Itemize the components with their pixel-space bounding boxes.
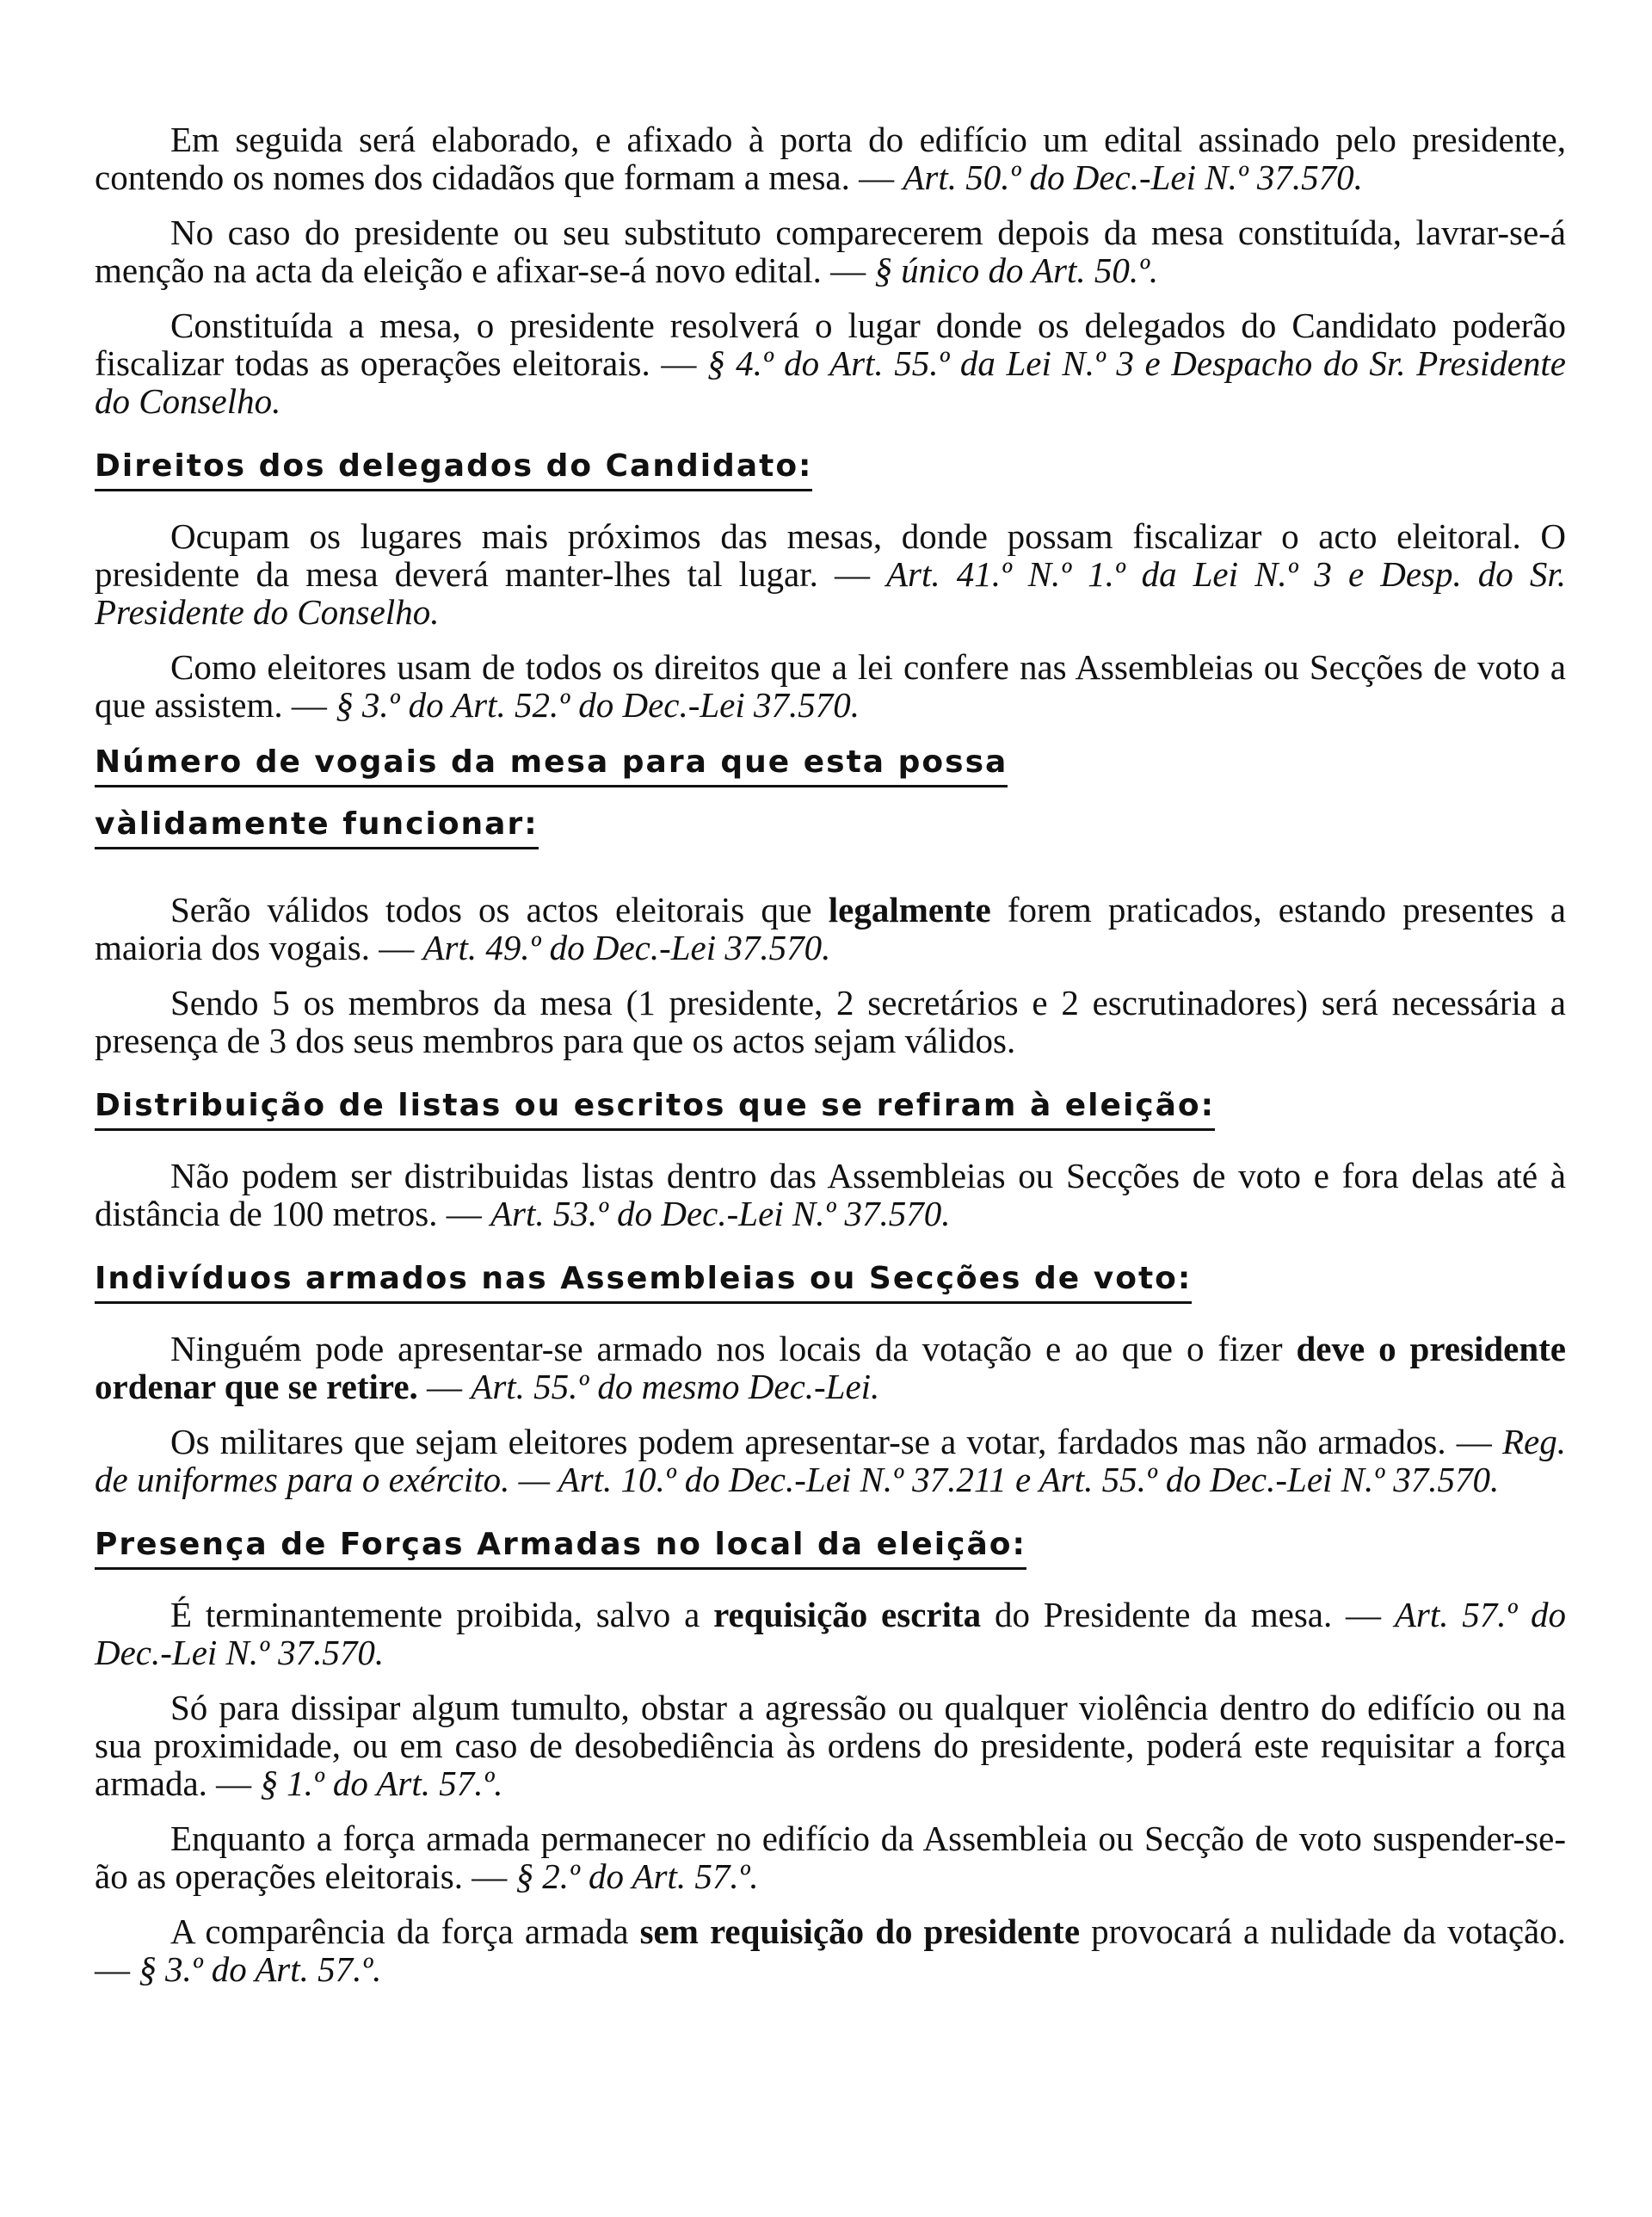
legal-reference: § 3.º do Art. 52.º do Dec.-Lei 37.570. — [336, 685, 860, 725]
section-heading-vogais-line1: Número de vogais da mesa para que esta possa — [95, 744, 1008, 787]
emphasis-text: deve o presidente ordenar que se retire. — [95, 1329, 1566, 1406]
paragraph-substituto — [95, 213, 1566, 289]
paragraph-text: Em seguida será elaborado, e afixado à porta do edifício um edital assinado pelo presidente, contendo os nomes dos cidadãos que formam a mesa. — — [95, 120, 1566, 197]
document-page — [95, 120, 1566, 2005]
paragraph-listas — [95, 1157, 1566, 1232]
legal-reference: § 2.º do Art. 57.º. — [515, 1856, 759, 1896]
legal-reference: Art. 55.º do mesmo Dec.-Lei. — [471, 1367, 880, 1406]
paragraph-constituida — [95, 306, 1566, 420]
paragraph-text: Enquanto a força armada permanecer no edifício da Assembleia ou Secção de voto suspender-se-ão as operações eleitorais. — — [95, 1819, 1566, 1896]
emphasis-text: legalmente — [828, 890, 991, 929]
paragraph-membros: Sendo 5 os membros da mesa (1 presidente, 2 secretários e 2 escrutinadores) será necessária a presença de 3 dos seus membros para que os actos sejam válidos. — [95, 983, 1566, 1060]
paragraph-ocupam — [95, 517, 1566, 631]
paragraph-proibida — [95, 1596, 1566, 1671]
section-heading-forcas: Presença de Forças Armadas no local da eleição: — [95, 1526, 1026, 1570]
paragraph-edital — [95, 120, 1566, 196]
paragraph-text: Os militares que sejam eleitores podem apresentar-se a votar, fardados mas não armados. — — [170, 1422, 1502, 1461]
section-heading-distribuicao: Distribuição de listas ou escritos que se refiram à eleição: — [95, 1087, 1215, 1131]
paragraph-text: provocará a nulidade da votação. — — [95, 1911, 1567, 1989]
paragraph-validos — [95, 891, 1566, 966]
paragraph-text: — — [417, 1367, 472, 1406]
paragraph-text: A comparência da força armada — [170, 1911, 640, 1951]
paragraph-ninguem — [95, 1330, 1566, 1405]
paragraph-text: Constituída a mesa, o presidente resolverá o lugar donde os delegados do Candidato poderão fiscalizar todas as operações eleitorais. — — [95, 306, 1566, 383]
emphasis-text: sem requisição do presidente — [639, 1911, 1081, 1951]
paragraph-militares — [95, 1423, 1566, 1498]
legal-reference: Art. 57.º do Dec.-Lei N.º 37.570. — [95, 1595, 1566, 1672]
paragraph-text: do Presidente da mesa. — — [981, 1595, 1395, 1634]
legal-reference: § 3.º do Art. 57.º. — [139, 1949, 382, 1989]
legal-reference: Art. 53.º do Dec.-Lei N.º 37.570. — [490, 1194, 951, 1233]
section-heading-vogais-line2: vàlidamente funcionar: — [95, 806, 539, 849]
legal-reference: Art. 50.º do Dec.-Lei N.º 37.570. — [903, 157, 1363, 197]
section-heading-direitos: Direitos dos delegados do Candidato: — [95, 448, 812, 491]
legal-reference: Reg. de uniformes para o exército. — Art. 10.º do Dec.-Lei N.º 37.211 e Art. 55.º do Dec.-Lei N.º 37.570. — [95, 1422, 1566, 1499]
legal-reference: § 4.º do Art. 55.º da Lei N.º 3 e Despacho do Sr. Presidente do Conselho. — [95, 343, 1567, 421]
paragraph-text: Não podem ser distribuidas listas dentro das Assembleias ou Secções de voto e fora delas até à distância de 100 metros. — — [95, 1156, 1566, 1233]
paragraph-text: Ninguém pode apresentar-se armado nos locais da votação e ao que o fizer — [170, 1329, 1297, 1368]
paragraph-text: Só para dissipar algum tumulto, obstar a agressão ou qualquer violência dentro do edifício ou na sua proximidade, ou em caso de desobediência às ordens do presidente, poderá este requisitar a força armada. — — [95, 1688, 1566, 1803]
paragraph-text: No caso do presidente ou seu substituto comparecerem depois da mesa constituída, lavrar-se-á menção na acta da eleição e afixar-se-á novo edital. — — [95, 213, 1566, 290]
section-heading-armados: Indivíduos armados nas Assembleias ou Secções de voto: — [95, 1260, 1192, 1304]
legal-reference: § único do Art. 50.º. — [874, 250, 1159, 290]
paragraph-comparencia — [95, 1912, 1566, 1988]
paragraph-text: Como eleitores usam de todos os direitos que a lei confere nas Assembleias ou Secções de voto a que assistem. — — [95, 647, 1566, 725]
paragraph-text: É terminantemente proibida, salvo a — [170, 1595, 714, 1634]
paragraph-text: Serão válidos todos os actos eleitorais que — [170, 890, 829, 929]
legal-reference: Art. 41.º N.º 1.º da Lei N.º 3 e Desp. do Sr. Presidente do Conselho. — [95, 554, 1566, 632]
legal-reference: § 1.º do Art. 57.º. — [260, 1763, 503, 1803]
paragraph-eleitores — [95, 648, 1566, 724]
emphasis-text: requisição escrita — [713, 1595, 982, 1634]
paragraph-text: Ocupam os lugares mais próximos das mesas, donde possam fiscalizar o acto eleitoral. O presidente da mesa deverá manter-lhes tal lugar. — — [95, 516, 1566, 594]
paragraph-permanecer — [95, 1819, 1566, 1895]
paragraph-text: forem praticados, estando presentes a maioria dos vogais. — — [95, 890, 1567, 967]
legal-reference: Art. 49.º do Dec.-Lei 37.570. — [422, 928, 831, 967]
paragraph-tumulto — [95, 1689, 1566, 1802]
